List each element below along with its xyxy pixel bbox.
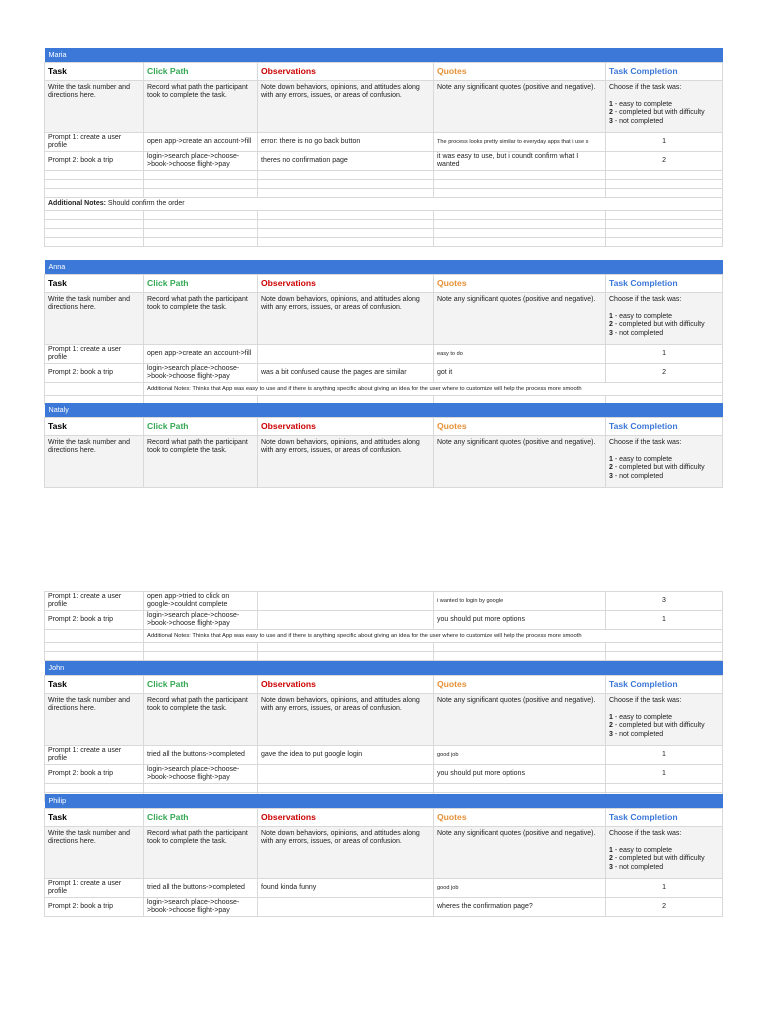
completion-cell[interactable]: 3 [606, 592, 723, 611]
click-path-cell[interactable]: login->search place->choose->book->choose flight->pay [144, 611, 258, 630]
tc-intro: Choose if the task was: [609, 697, 682, 704]
completion-cell[interactable]: 2 [606, 898, 723, 917]
desc-observations[interactable]: Note down behaviors, opinions, and attitudes along with any errors, issues, or areas of confusion. [258, 694, 434, 746]
prompt-cell[interactable]: Prompt 1: create a user profile [45, 879, 144, 898]
participant-name[interactable]: Anna [45, 260, 723, 275]
participant-block-anna [44, 260, 722, 405]
quotes-cell[interactable]: wheres the confirmation page? [434, 898, 606, 917]
header-quotes[interactable]: Quotes [434, 809, 606, 827]
header-click-path[interactable]: Click Path [144, 809, 258, 827]
header-task-completion[interactable]: Task Completion [606, 809, 723, 827]
participant-block-nataly [44, 403, 722, 488]
desc-task-completion[interactable]: Choose if the task was: 1 - easy to complete 2 - completed but with difficulty 3 - not completed [606, 827, 723, 879]
table-row [45, 152, 723, 171]
click-path-cell[interactable]: open app->tried to click on google->couldnt complete [144, 592, 258, 611]
completion-cell[interactable]: 1 [606, 345, 723, 364]
participant-name[interactable]: Maria [45, 48, 723, 63]
desc-quotes[interactable]: Note any significant quotes (positive and negative). [434, 293, 606, 345]
click-path-cell[interactable]: tried all the buttons->completed [144, 879, 258, 898]
desc-task-completion[interactable]: Choose if the task was: 1 - easy to complete 2 - completed but with difficulty 3 - not completed [606, 436, 723, 488]
desc-quotes[interactable]: Note any significant quotes (positive and negative). [434, 827, 606, 879]
desc-click-path[interactable]: Record what path the participant took to complete the task. [144, 827, 258, 879]
header-quotes[interactable]: Quotes [434, 275, 606, 293]
desc-click-path[interactable]: Record what path the participant took to complete the task. [144, 293, 258, 345]
header-click-path[interactable]: Click Path [144, 63, 258, 81]
tc-intro: Choose if the task was: [609, 84, 682, 91]
observations-cell[interactable] [258, 345, 434, 364]
completion-cell[interactable]: 1 [606, 746, 723, 765]
header-task-completion[interactable]: Task Completion [606, 418, 723, 436]
quotes-cell[interactable]: good job [434, 746, 606, 765]
desc-observations[interactable]: Note down behaviors, opinions, and attitudes along with any errors, issues, or areas of confusion. [258, 293, 434, 345]
header-observations[interactable]: Observations [258, 676, 434, 694]
desc-task[interactable]: Write the task number and directions here. [45, 827, 144, 879]
desc-observations[interactable]: Note down behaviors, opinions, and attitudes along with any errors, issues, or areas of confusion. [258, 81, 434, 133]
additional-notes[interactable]: Additional Notes: Thinks that App was easy to use and if there is anything specific about giving an idea for the user where to customize will help the process more smooth [144, 383, 723, 396]
table-row [45, 746, 723, 765]
header-click-path[interactable]: Click Path [144, 676, 258, 694]
observations-cell[interactable] [258, 611, 434, 630]
click-path-cell[interactable]: login->search place->choose->book->choose flight->pay [144, 898, 258, 917]
header-observations[interactable]: Observations [258, 275, 434, 293]
quotes-cell[interactable]: good job [434, 879, 606, 898]
table-row [45, 133, 723, 152]
desc-click-path[interactable]: Record what path the participant took to complete the task. [144, 436, 258, 488]
desc-task-completion[interactable]: Choose if the task was: 1 - easy to complete 2 - completed but with difficulty 3 - not completed [606, 81, 723, 133]
header-task[interactable]: Task [45, 809, 144, 827]
header-task[interactable]: Task [45, 275, 144, 293]
participant-block-maria [44, 48, 722, 247]
participant-name[interactable]: Nataly [45, 403, 723, 418]
header-click-path[interactable]: Click Path [144, 418, 258, 436]
table-row [45, 765, 723, 784]
quotes-cell[interactable]: got it [434, 364, 606, 383]
click-path-cell[interactable]: login->search place->choose->book->choose flight->pay [144, 364, 258, 383]
desc-quotes[interactable]: Note any significant quotes (positive and negative). [434, 436, 606, 488]
quotes-cell[interactable]: you should put more options [434, 765, 606, 784]
quotes-cell[interactable]: it was easy to use, but i coundt confirm what I wanted [434, 152, 606, 171]
desc-task[interactable]: Write the task number and directions here. [45, 436, 144, 488]
prompt-cell[interactable]: Prompt 1: create a user profile [45, 345, 144, 364]
completion-cell[interactable]: 1 [606, 765, 723, 784]
quotes-cell[interactable]: i wanted to login by google [434, 592, 606, 611]
tc-intro: Choose if the task was: [609, 830, 682, 837]
header-quotes[interactable]: Quotes [434, 676, 606, 694]
header-task-completion[interactable]: Task Completion [606, 676, 723, 694]
prompt-cell[interactable]: Prompt 2: book a trip [45, 765, 144, 784]
completion-cell[interactable]: 1 [606, 611, 723, 630]
header-task[interactable]: Task [45, 676, 144, 694]
desc-task-completion[interactable]: Choose if the task was: 1 - easy to complete 2 - completed but with difficulty 3 - not completed [606, 694, 723, 746]
table-row [45, 611, 723, 630]
observations-cell[interactable] [258, 765, 434, 784]
header-task[interactable]: Task [45, 63, 144, 81]
additional-notes[interactable]: Additional Notes: Thinks that App was easy to use and if there is anything specific about giving an idea for the user where to customize will help the process more smooth [144, 630, 723, 643]
observations-cell[interactable]: theres no confirmation page [258, 152, 434, 171]
completion-cell[interactable]: 2 [606, 152, 723, 171]
click-path-cell[interactable]: open app->create an account->fill [144, 133, 258, 152]
completion-cell[interactable]: 2 [606, 364, 723, 383]
click-path-cell[interactable]: open app->create an account->fill [144, 345, 258, 364]
observations-cell[interactable] [258, 592, 434, 611]
desc-task[interactable]: Write the task number and directions here. [45, 694, 144, 746]
completion-cell[interactable]: 1 [606, 879, 723, 898]
header-task-completion[interactable]: Task Completion [606, 63, 723, 81]
click-path-cell[interactable]: login->search place->choose->book->choose flight->pay [144, 152, 258, 171]
desc-click-path[interactable]: Record what path the participant took to complete the task. [144, 694, 258, 746]
completion-cell[interactable]: 1 [606, 133, 723, 152]
observations-cell[interactable]: error: there is no go back button [258, 133, 434, 152]
header-quotes[interactable]: Quotes [434, 63, 606, 81]
desc-quotes[interactable]: Note any significant quotes (positive and negative). [434, 694, 606, 746]
prompt-cell[interactable]: Prompt 2: book a trip [45, 152, 144, 171]
desc-task[interactable]: Write the task number and directions here. [45, 81, 144, 133]
participant-block-nataly-continued [44, 591, 722, 661]
participant-block-john [44, 661, 722, 802]
desc-task-completion[interactable]: Choose if the task was: 1 - easy to complete 2 - completed but with difficulty 3 - not completed [606, 293, 723, 345]
header-click-path[interactable]: Click Path [144, 275, 258, 293]
tc-intro: Choose if the task was: [609, 439, 682, 446]
prompt-cell[interactable]: Prompt 1: create a user profile [45, 746, 144, 765]
additional-notes[interactable]: Additional Notes: Should confirm the order [45, 198, 723, 211]
prompt-cell[interactable]: Prompt 1: create a user profile [45, 592, 144, 611]
quotes-cell[interactable]: easy to do [434, 345, 606, 364]
desc-observations[interactable]: Note down behaviors, opinions, and attitudes along with any errors, issues, or areas of confusion. [258, 436, 434, 488]
click-path-cell[interactable]: tried all the buttons->completed [144, 746, 258, 765]
participant-block-philip [44, 794, 722, 917]
table-row [45, 898, 723, 917]
table-row [45, 879, 723, 898]
tc-intro: Choose if the task was: [609, 296, 682, 303]
table-row [45, 345, 723, 364]
header-observations[interactable]: Observations [258, 809, 434, 827]
header-observations[interactable]: Observations [258, 63, 434, 81]
desc-observations[interactable]: Note down behaviors, opinions, and attitudes along with any errors, issues, or areas of confusion. [258, 827, 434, 879]
prompt-cell[interactable]: Prompt 2: book a trip [45, 364, 144, 383]
participant-name[interactable]: Philip [45, 794, 723, 809]
prompt-cell[interactable]: Prompt 1: create a user profile [45, 133, 144, 152]
quotes-cell[interactable]: The process looks pretty similar to everyday apps that i use s [434, 133, 606, 152]
observations-cell[interactable]: gave the idea to put google login [258, 746, 434, 765]
prompt-cell[interactable]: Prompt 2: book a trip [45, 898, 144, 917]
observations-cell[interactable]: found kinda funny [258, 879, 434, 898]
desc-click-path[interactable]: Record what path the participant took to complete the task. [144, 81, 258, 133]
desc-quotes[interactable]: Note any significant quotes (positive and negative). [434, 81, 606, 133]
desc-task[interactable]: Write the task number and directions here. [45, 293, 144, 345]
header-observations[interactable]: Observations [258, 418, 434, 436]
table-row [45, 592, 723, 611]
observations-cell[interactable] [258, 898, 434, 917]
header-quotes[interactable]: Quotes [434, 418, 606, 436]
header-task[interactable]: Task [45, 418, 144, 436]
observations-cell[interactable]: was a bit confused cause the pages are similar [258, 364, 434, 383]
prompt-cell[interactable]: Prompt 2: book a trip [45, 611, 144, 630]
click-path-cell[interactable]: login->search place->choose->book->choose flight->pay [144, 765, 258, 784]
quotes-cell[interactable]: you should put more options [434, 611, 606, 630]
table-row [45, 364, 723, 383]
header-task-completion[interactable]: Task Completion [606, 275, 723, 293]
participant-name[interactable]: John [45, 661, 723, 676]
